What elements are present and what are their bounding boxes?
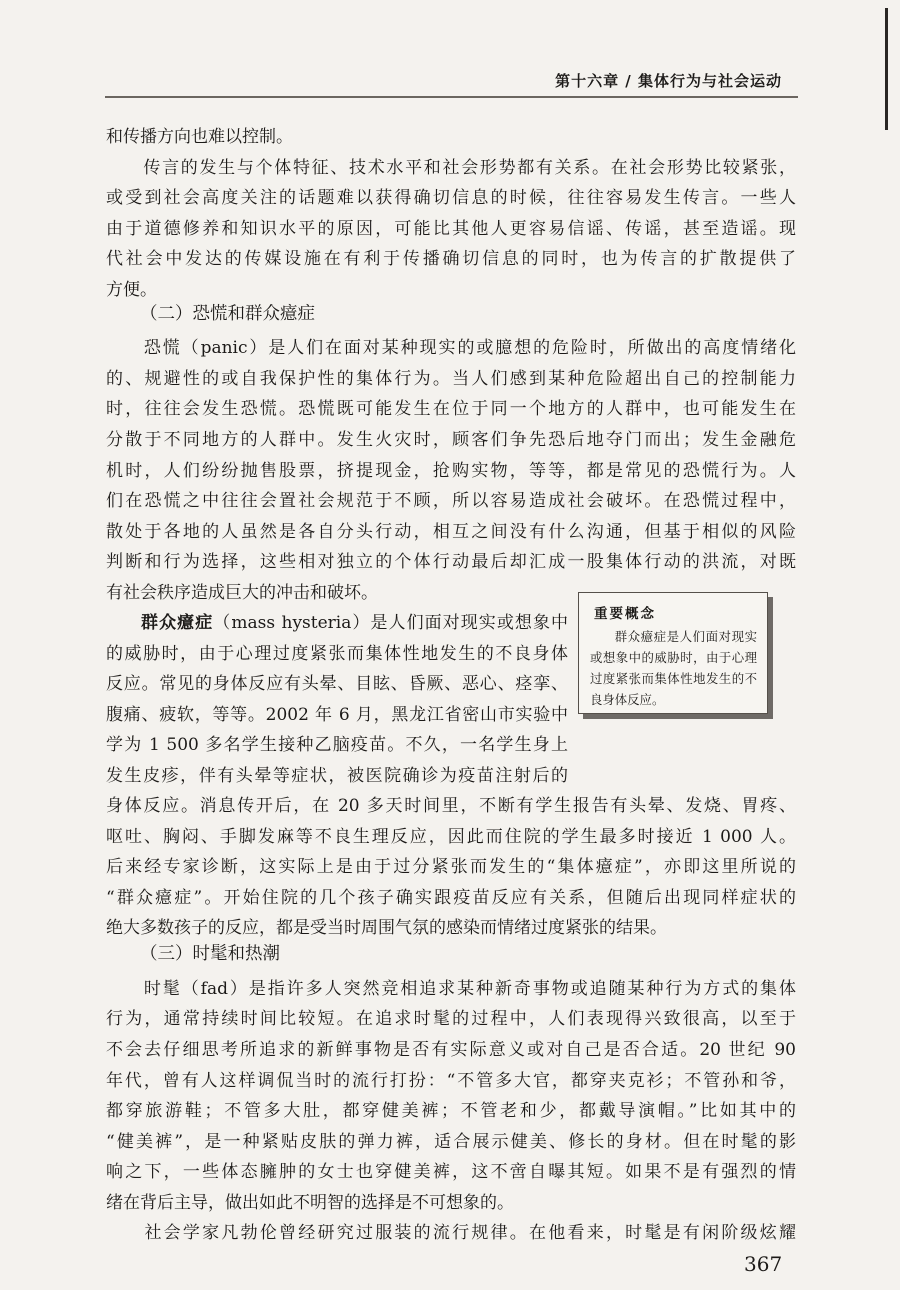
text-line: 身体反应。消息传开后，在 20 多天时间里，不断有学生报告有头晕、发烧、胃疼、 bbox=[106, 796, 796, 816]
paragraph-veblen: 社会学家凡勃伦曾经研究过服装的流行规律。在他看来，时髦是有闲阶级炫耀 bbox=[106, 1223, 796, 1243]
text-line: 和传播方向也难以控制。 bbox=[106, 127, 293, 147]
text-line: 腹痛、疲软，等等。2002 年 6 月，黑龙江省密山市实验中 bbox=[106, 705, 568, 725]
text-line: 们在恐慌之中往往会置社会规范于不顾，所以容易造成社会破坏。在恐慌过程中， bbox=[106, 491, 796, 511]
key-concept-text: 群众癔症是人们面对现实或想象中的威胁时，由于心理过度紧张而集体性地发生的不良身体反应。 bbox=[590, 629, 757, 707]
text-line: 后来经专家诊断，这实际上是由于过分紧张而发生的“集体癔症”，亦即这里所说的 bbox=[106, 857, 796, 877]
text-line: 行为，通常持续时间比较短。在追求时髦的过程中，人们表现得兴致很高，以至于 bbox=[106, 1009, 796, 1029]
text-line: 绪在背后主导，做出如此不明智的选择是不可想象的。 bbox=[106, 1193, 514, 1213]
text-line: 有社会秩序造成巨大的冲击和破坏。 bbox=[106, 583, 378, 603]
text-line: 或受到社会高度关注的话题难以获得确切信息的时候，往往容易发生传言。一些人 bbox=[106, 188, 796, 208]
text-line: 的威胁时，由于心理过度紧张而集体性地发生的不良身体 bbox=[106, 644, 568, 664]
page-number: 367 bbox=[744, 1252, 783, 1276]
text-line: 散处于各地的人虽然是各自分头行动，相互之间没有什么沟通，但基于相似的风险 bbox=[106, 522, 796, 542]
text-line: 机时，人们纷纷抛售股票，挤提现金，抢购实物，等等，都是常见的恐慌行为。人 bbox=[106, 461, 796, 481]
text-line: “群众癔症”。开始住院的几个孩子确实跟疫苗反应有关系，但随后出现同样症状的 bbox=[106, 888, 796, 908]
header-rule bbox=[105, 96, 798, 98]
key-concept-title: 重要概念 bbox=[594, 606, 656, 622]
text-line: 方便。 bbox=[106, 280, 157, 300]
text-line: 时，往往会发生恐慌。恐慌既可能发生在位于同一个地方的人群中，也可能发生在 bbox=[106, 399, 796, 419]
text-line: 年代，曾有人这样调侃当时的流行打扮：“不管多大官，都穿夹克衫；不管孙和爷， bbox=[106, 1071, 796, 1091]
text-line: 呕吐、胸闷、手脚发麻等不良生理反应，因此而住院的学生最多时接近 1 000 人。 bbox=[106, 827, 796, 847]
text-line: 绝大多数孩子的反应，都是受当时周围气氛的感染而情绪过度紧张的结果。 bbox=[106, 918, 667, 938]
text-line-rest: （mass hysteria）是人们面对现实或想象中 bbox=[213, 613, 569, 633]
text-line: 的、规避性的或自我保护性的集体行为。当人们感到某种危险超出自己的控制能力 bbox=[106, 369, 796, 389]
key-term-mass-hysteria: 群众癔症 bbox=[140, 613, 214, 633]
text-line bbox=[106, 608, 568, 639]
page-edge-rule bbox=[885, 8, 888, 130]
text-line: 时髦（fad）是指许多人突然竞相追求某种新奇事物或追随某种行为方式的集体 bbox=[106, 979, 796, 999]
running-header: 第十六章 / 集体行为与社会运动 bbox=[555, 72, 782, 90]
section-heading-fad: （三）时髦和热潮 bbox=[140, 944, 280, 964]
text-line: 不会去仔细思考所追求的新鲜事物是否有实际意义或对自己是否合适。20 世纪 90 bbox=[106, 1040, 796, 1060]
text-line: 传言的发生与个体特征、技术水平和社会形势都有关系。在社会形势比较紧张， bbox=[106, 158, 796, 178]
text-line: 发生皮疹，伴有头晕等症状，被医院确诊为疫苗注射后的 bbox=[106, 766, 568, 786]
text-line: “健美裤”，是一种紧贴皮肤的弹力裤，适合展示健美、修长的身材。但在时髦的影 bbox=[106, 1132, 796, 1152]
text-line: 恐慌（panic）是人们在面对某种现实的或臆想的危险时，所做出的高度情绪化 bbox=[106, 338, 796, 358]
text-line: 分散于不同地方的人群中。发生火灾时，顾客们争先恐后地夺门而出；发生金融危 bbox=[106, 430, 796, 450]
text-line: 都穿旅游鞋；不管多大肚，都穿健美裤；不管老和少，都戴导演帽。”比如其中的 bbox=[106, 1101, 796, 1121]
section-heading-panic: （二）恐慌和群众癔症 bbox=[140, 304, 315, 324]
text-line: 反应。常见的身体反应有头晕、目眩、昏厥、恶心、痉挛、 bbox=[106, 674, 568, 694]
text-line: 代社会中发达的传媒设施在有利于传播确切信息的同时，也为传言的扩散提供了 bbox=[106, 249, 796, 269]
text-line: 响之下，一些体态臃肿的女士也穿健美裤，这不啻自曝其短。如果不是有强烈的情 bbox=[106, 1162, 796, 1182]
paragraph-intro bbox=[106, 122, 796, 153]
key-concept-box bbox=[578, 592, 768, 714]
text-line: 由于道德修养和知识水平的原因，可能比其他人更容易信谣、传谣，甚至造谣。现 bbox=[106, 219, 796, 239]
text-line: 判断和行为选择，这些相对独立的个体行动最后却汇成一股集体行动的洪流，对既 bbox=[106, 552, 796, 572]
text-line: 学为 1 500 多名学生接种乙脑疫苗。不久，一名学生身上 bbox=[106, 735, 568, 755]
